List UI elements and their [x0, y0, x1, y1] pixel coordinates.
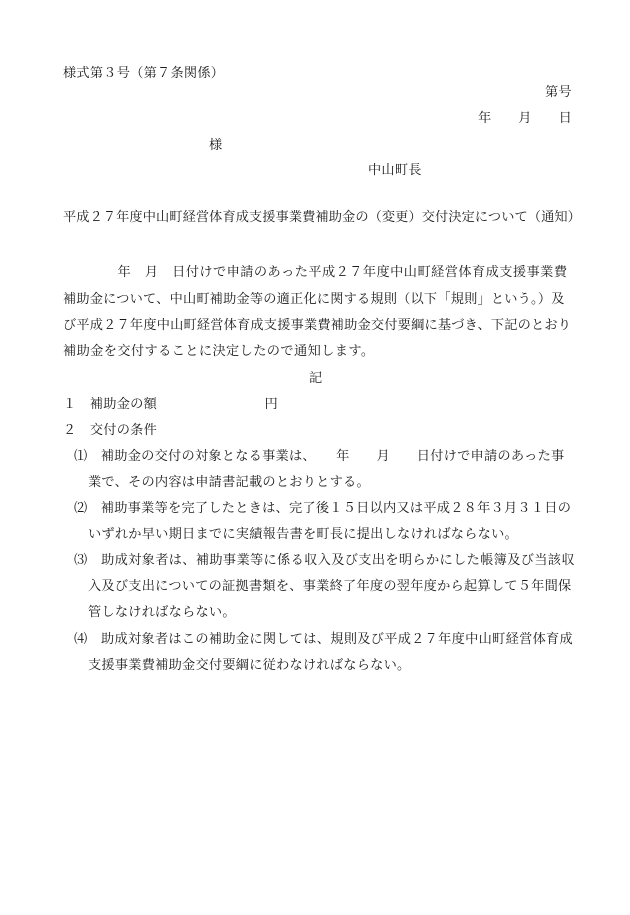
document-title: 平成２７年度中山町経営体育成支援事業費補助金の（変更）交付決定について（通知）	[63, 210, 581, 225]
conditions-heading: ２ 交付の条件	[63, 423, 158, 438]
condition-4-line: ⑷ 助成対象者はこの補助金に関しては、規則及び平成２７年度中山町経営体育成	[74, 632, 574, 647]
condition-4-line: 支援事業費補助金交付要綱に従わなければならない。	[88, 658, 411, 673]
condition-2-line: ⑵ 補助事業等を完了したときは、完了後１５日以内又は平成２８年３月３１日の	[74, 501, 572, 516]
condition-3-line: ⑶ 助成対象者は、補助事業等に係る収入及び支出を明らかにした帳簿及び当該収	[74, 553, 575, 568]
body-line: 年 月 日付けで申請のあった平成２７年度中山町経営体育成支援事業費	[63, 265, 568, 280]
condition-3-line: 入及び支出についての証拠書類を、事業終了年度の翌年度から起算して５年間保	[88, 579, 572, 594]
condition-2-line: いずれか早い期日までに実績報告書を町長に提出しなければならない。	[88, 527, 518, 542]
condition-3-line: 管しなければならない。	[88, 605, 236, 620]
body-line: 補助金を交付することに決定したので通知します。	[63, 344, 375, 359]
ki-heading: 記	[309, 371, 323, 386]
issuer: 中山町長	[368, 163, 422, 178]
condition-1-line: ⑴ 補助金の交付の対象となる事業は、 年 月 日付けで申請のあった事	[74, 449, 565, 464]
addressee: 様	[209, 138, 223, 153]
document-number: 第号	[545, 85, 572, 100]
body-line: 補助金について、中山町補助金等の適正化に関する規則（以下「規則」という。）及	[63, 292, 565, 307]
condition-1-line: 業で、その内容は申請書記載のとおりとする。	[88, 475, 370, 490]
body-line: び平成２７年度中山町経営体育成支援事業費補助金交付要綱に基づき、下記のとおり	[63, 318, 572, 333]
date-line: 年 月 日	[478, 111, 573, 126]
form-label: 様式第３号（第７条関係）	[63, 66, 225, 81]
subsidy-amount-item: １ 補助金の額 円	[63, 397, 278, 412]
